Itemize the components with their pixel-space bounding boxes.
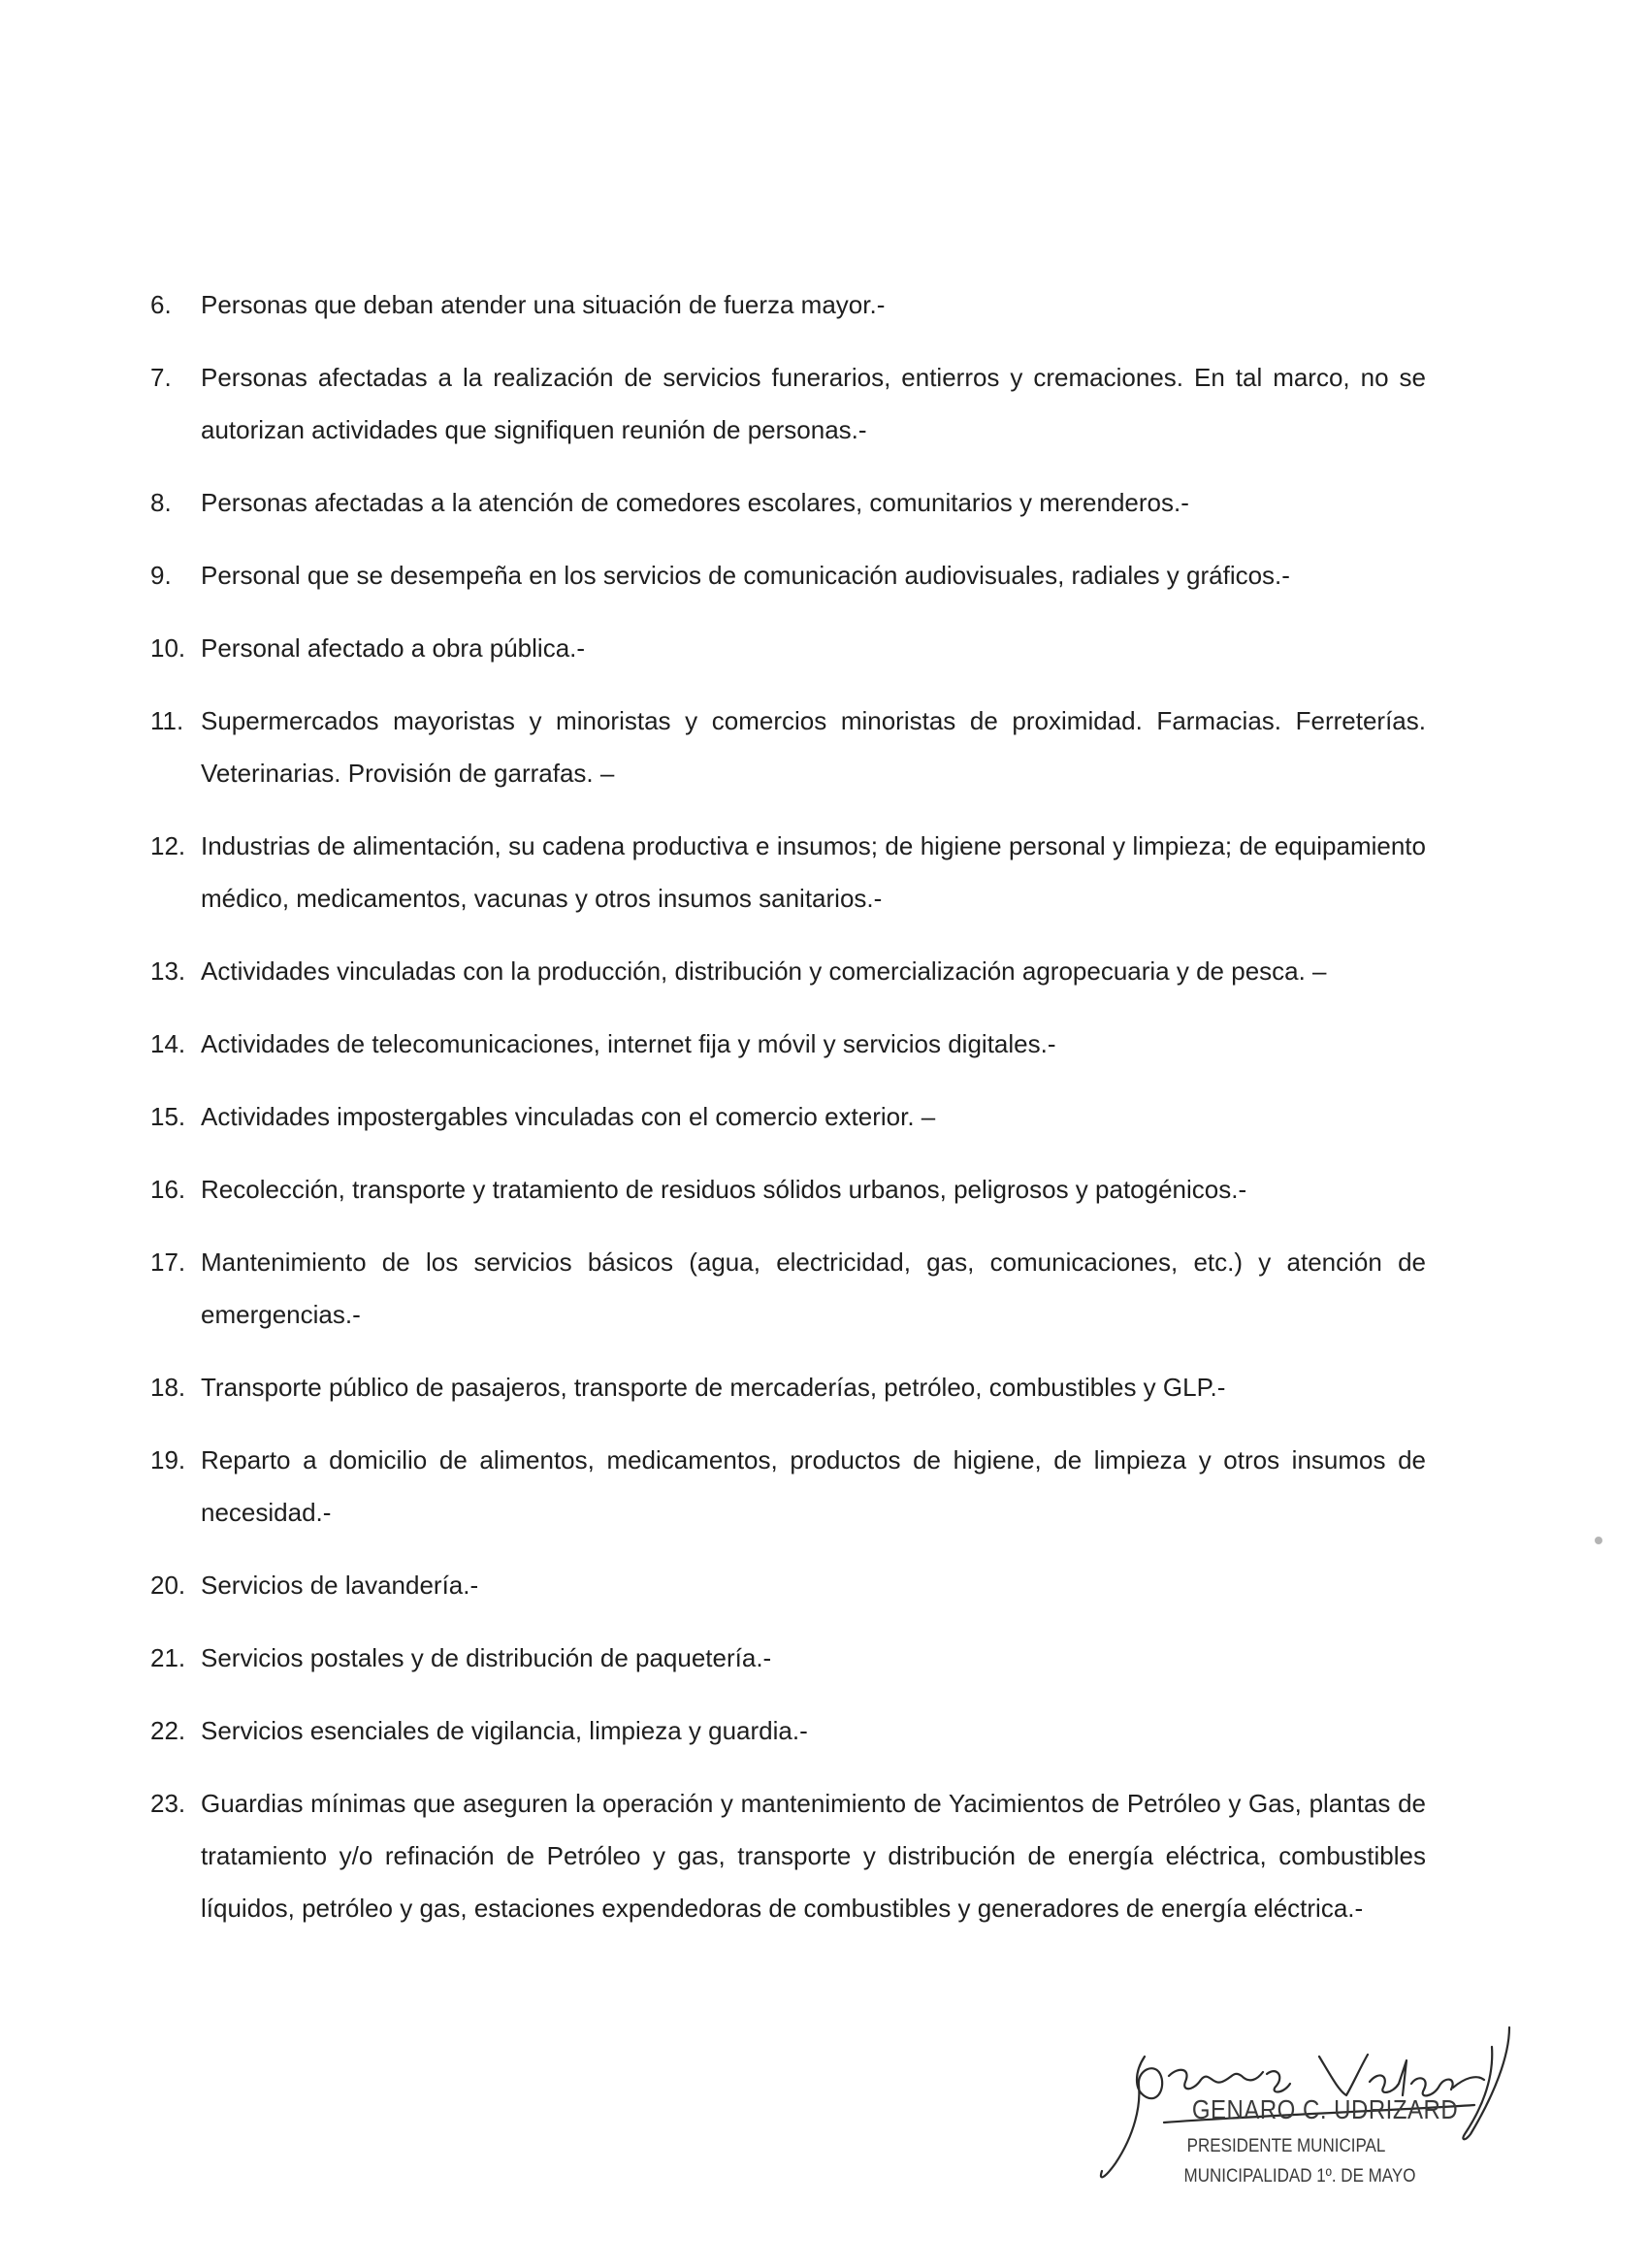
stamp-name: GENARO C. UDRIZARD [1191,2094,1459,2125]
item-number: 9. [150,561,172,590]
item-number: 19. [150,1445,186,1474]
item-text: Personas afectadas a la realización de servicios funerarios, entierros y cremaciones. En tal marco, no se autorizan actividades que signifiquen reunión de personas.- [201,363,1426,444]
item-text: Guardias mínimas que aseguren la operación y mantenimiento de Yacimientos de Petróleo y Gas, plantas de tratamiento y/o refinación de Petróleo y gas, transporte y distribución de energía eléctrica, combustibles líquidos, petróleo y gas, estaciones expendedoras de combustibles y generadores de energía eléctrica.- [201,1789,1426,1923]
list-item [150,476,1426,529]
item-text: Personal afectado a obra pública.- [201,633,586,663]
item-text: Servicios postales y de distribución de paquetería.- [201,1643,772,1672]
item-text: Actividades vinculadas con la producción, distribución y comercialización agropecuaria y de pesca. – [201,956,1327,986]
item-text: Personal que se desempeña en los servicios de comunicación audiovisuales, radiales y gráficos.- [201,561,1290,590]
item-number: 23. [150,1789,186,1818]
list-item [150,820,1426,924]
item-number: 22. [150,1716,186,1745]
item-number: 14. [150,1029,186,1058]
item-text: Industrias de alimentación, su cadena productiva e insumos; de higiene personal y limpieza; de equipamiento médico, medicamentos, vacunas y otros insumos sanitarios.- [201,831,1426,913]
item-number: 12. [150,831,186,860]
item-number: 7. [150,363,172,392]
item-text: Servicios esenciales de vigilancia, limpieza y guardia.- [201,1716,808,1745]
list-item [150,1018,1426,1070]
list-item [150,1777,1426,1934]
item-text: Servicios de lavandería.- [201,1571,479,1600]
item-text: Mantenimiento de los servicios básicos (agua, electricidad, gas, comunicaciones, etc.) y atención de emergencias.- [201,1247,1426,1329]
item-number: 15. [150,1102,186,1131]
item-number: 11. [150,706,184,735]
item-number: 8. [150,488,172,517]
list-item [150,1090,1426,1143]
list-item [150,945,1426,997]
item-number: 17. [150,1247,186,1277]
item-number: 10. [150,633,186,663]
item-text: Actividades impostergables vinculadas con el comercio exterior. – [201,1102,936,1131]
item-text: Personas que deban atender una situación de fuerza mayor.- [201,290,886,319]
list-item [150,278,1426,331]
item-text: Reparto a domicilio de alimentos, medicamentos, productos de higiene, de limpieza y otros insumos de necesidad.- [201,1445,1426,1527]
item-text: Personas afectadas a la atención de comedores escolares, comunitarios y merenderos.- [201,488,1189,517]
item-number: 13. [150,956,186,986]
list-item [150,1559,1426,1611]
item-number: 6. [150,290,172,319]
list-item [150,1632,1426,1684]
item-number: 16. [150,1175,186,1204]
list-item [150,1361,1426,1413]
item-text: Transporte público de pasajeros, transporte de mercaderías, petróleo, combustibles y GLP.- [201,1373,1226,1402]
activities-list [150,278,1426,1955]
item-text: Recolección, transporte y tratamiento de residuos sólidos urbanos, peligrosos y patogénicos.- [201,1175,1247,1204]
signature-stamp [1077,1998,1523,2192]
list-item [150,1163,1426,1215]
list-item [150,1236,1426,1341]
item-text: Actividades de telecomunicaciones, internet fija y móvil y servicios digitales.- [201,1029,1056,1058]
item-number: 20. [150,1571,186,1600]
list-item [150,695,1426,799]
list-item [150,351,1426,456]
list-item [150,1704,1426,1757]
stamp-title: PRESIDENTE MUNICIPAL [1186,2134,1386,2156]
list-item [150,1434,1426,1539]
stamp-organization: MUNICIPALIDAD 1º. DE MAYO [1183,2164,1416,2187]
list-item [150,549,1426,601]
item-number: 21. [150,1643,186,1672]
scan-speck [1595,1537,1602,1544]
list-item [150,622,1426,674]
item-text: Supermercados mayoristas y minoristas y comercios minoristas de proximidad. Farmacias. Ferreterías. Veterinarias. Provisión de garrafas. – [201,706,1426,788]
item-number: 18. [150,1373,186,1402]
